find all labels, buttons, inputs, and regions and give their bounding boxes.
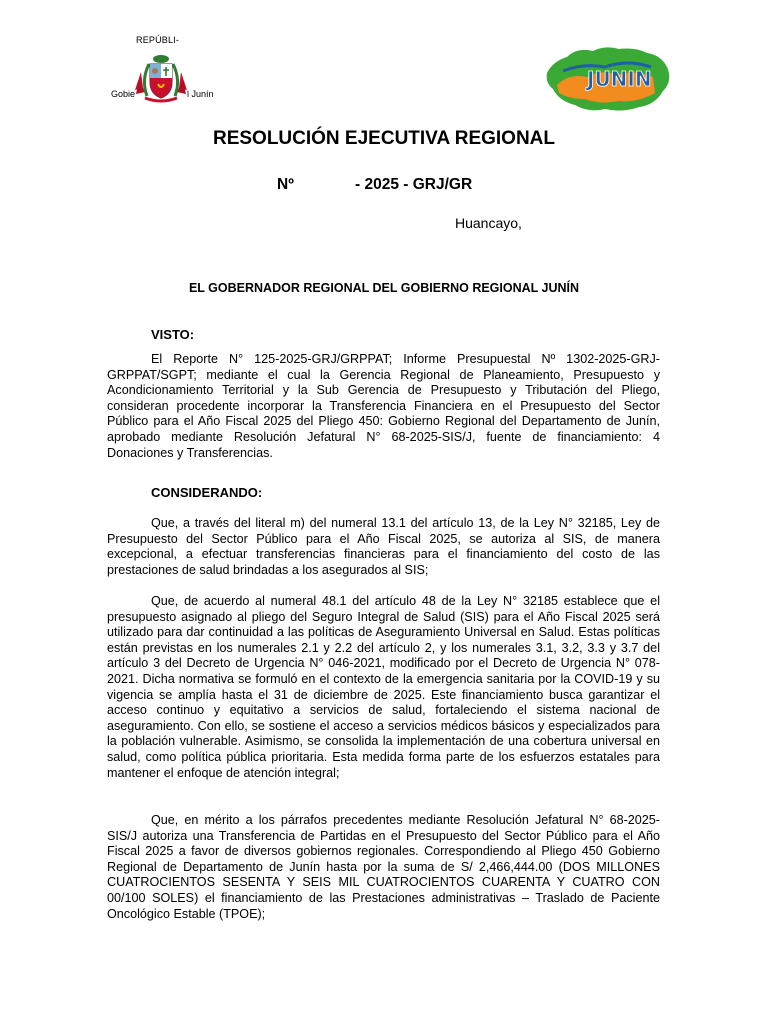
visto-heading: VISTO: <box>151 327 195 342</box>
crest-caption-top: REPÚBLI- <box>136 35 180 45</box>
junin-logo-text: JUNIN <box>587 67 652 91</box>
considerando-paragraph-1: Que, a través del literal m) del numeral 13.1 del artículo 13, de la Ley N° 32185, Ley de Presupuesto del Sector Público para el Año Fiscal 2025, se autoriza al SIS, de manera excepcional, a efectuar transferencias financieras para el financiamiento del costo de las prestaciones de salud brindadas a los asegurados al SIS; <box>107 516 660 577</box>
visto-paragraph: El Reporte N° 125-2025-GRJ/GRPPAT; Informe Presupuestal Nº 1302-2025-GRJ-GRPPAT/SGPT; mediante el cual la Gerencia Regional de Planeamiento, Presupuesto y Acondicionamiento Territorial y la Sub Gerencia de Presupuesto y Tributación del Pliego, consideran procedente incorporar la Transferencia Financiera en el Presupuesto del Sector Público para el Año Fiscal 2025 del Pliego 450: Gobierno Regional del Departamento de Junín, aprobado mediante Resolución Jefatural N° 68-2025-SIS/J, fuente de financiamiento: 4 Donaciones y Transferencias. <box>107 352 660 460</box>
considerando-paragraph-3: Que, en mérito a los párrafos precedentes mediante Resolución Jefatural N° 68-2025-SIS/J autoriza una Transferencia de Partidas en el Presupuesto del Sector Público para el Año Fiscal 2025 a favor de diversos gobiernos regionales. Correspondiendo al Pliego 450 Gobierno Regional de Departamento de Junín hasta por la suma de S/ 2,466,444.00 (DOS MILLONES CUATROCIENTOS SESENTA Y SEIS MIL CUATROCIENTOS CUARENTA Y CUATRO CON 00/100 SOLES) el financiamiento de las Prestaciones administrativas – Traslado de Paciente Oncológico Estable (TPOE); <box>107 813 660 921</box>
junin-region-logo <box>543 43 673 115</box>
place-date-line: Huancayo, <box>455 215 522 231</box>
crest-caption-left: Gobie <box>111 89 136 99</box>
crest-caption-right: l Junín <box>187 89 214 99</box>
considerando-paragraph-2: Que, de acuerdo al numeral 48.1 del artículo 48 de la Ley N° 32185 establece que el presupuesto asignado al pliego del Seguro Integral de Salud (SIS) para el Año Fiscal 2025 será utilizado para dar continuidad a las políticas de Aseguramiento Universal en Salud. Estas políticas están previstas en los numerales 2.1 y 2.2 del artículo 2, y los numerales 3.1, 3.2, 3.3 y 3.7 del artículo 3 del Decreto de Urgencia N° 046-2021, modificado por el Decreto de Urgencia N° 078-2021. Dicha normativa se formuló en el contexto de la emergencia sanitaria por la COVID-19 y su vigencia se amplía hasta el 31 de diciembre de 2025. Este financiamiento busca garantizar el acceso continuo y equitativo a servicios de salud, fortaleciendo el sistema nacional de aseguramiento. Con ello, se sostiene el acceso a servicios médicos básicos y especializados para la población vulnerable. Asimismo, se consolida la implementación de una cobertura universal en salud, como política pública prioritaria. Esta medida forma parte de los esfuerzos estatales para mantener el enfoque de atención integral; <box>107 594 660 780</box>
resolution-number-suffix: - 2025 - GRJ/GR <box>355 176 473 193</box>
governor-heading: EL GOBERNADOR REGIONAL DEL GOBIERNO REGIONAL JUNÍN <box>188 281 580 295</box>
page-title: RESOLUCIÓN EJECUTIVA REGIONAL <box>212 128 556 149</box>
considerando-heading: CONSIDERANDO: <box>151 485 263 500</box>
peru-coat-of-arms-icon <box>133 50 189 106</box>
resolution-number-prefix: Nº <box>277 176 294 193</box>
